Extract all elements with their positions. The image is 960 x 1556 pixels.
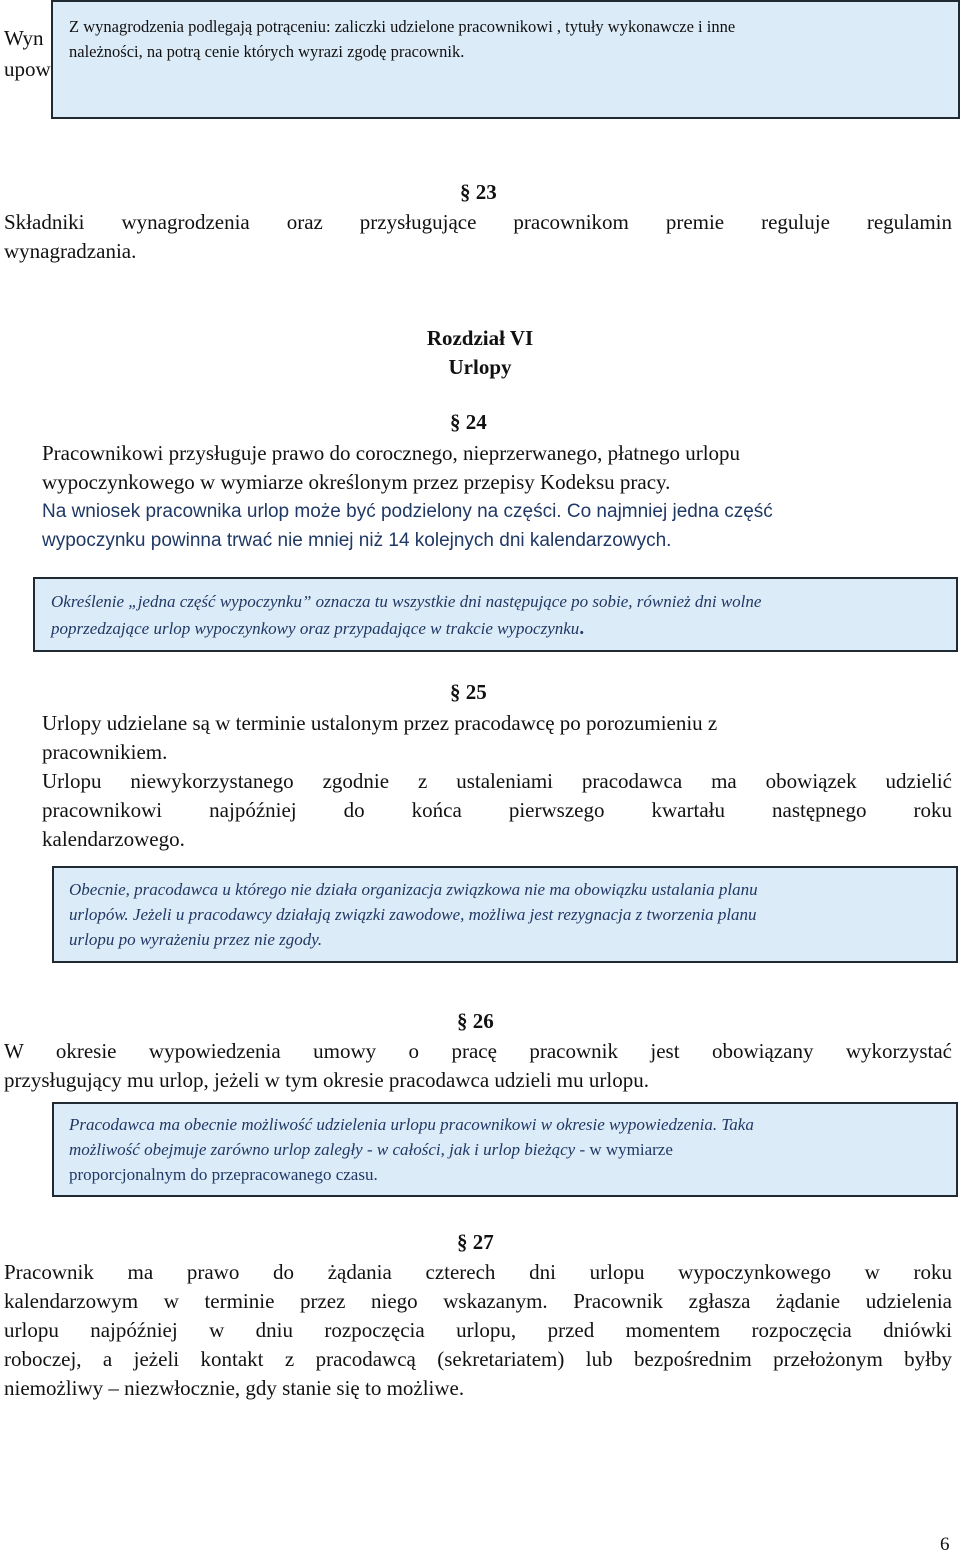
- section-25-line-5: kalendarzowego.: [42, 827, 185, 851]
- section-number: 23: [475, 180, 497, 204]
- section-24-body: [42, 439, 942, 555]
- note-vacation-plan-line-1: Obecnie, pracodawca u którego nie działa organizacja związkowa nie ma obowiązku ustalania planu: [69, 880, 758, 899]
- section-27-line-5: niemożliwy – niezwłocznie, gdy stanie się to możliwe.: [4, 1376, 465, 1400]
- note-deductions-line-2: należności, na potrą cenie których wyrazi zgodę pracownik.: [69, 42, 465, 61]
- note-notice-period: [52, 1102, 958, 1197]
- section-24-line-3-a: Na wniosek pracownika urlop może być podzielony na części. Co najmniej jedna część: [42, 501, 773, 522]
- chapter-title: Rozdział VI: [426, 326, 534, 350]
- section-number: 24: [465, 410, 487, 434]
- section-23-body: [4, 208, 952, 266]
- note-vacation-plan-line-2: urlopów. Jeżeli u pracodawcy działają związki zawodowe, możliwa jest rezygnacja z tworzenia planu: [69, 905, 757, 924]
- note-vacation-part: [33, 577, 958, 652]
- section-23-heading: [460, 180, 497, 205]
- section-27-body: [4, 1258, 952, 1403]
- section-sign: §: [457, 1230, 468, 1254]
- section-27-line-3: urlopu najpóźniej w dniu rozpoczęcia urlopu, przed momentem rozpoczęcia dniówki: [4, 1318, 952, 1342]
- section-27-line-2: kalendarzowym w terminie przez niego wskazanym. Pracownik zgłasza żądanie udzielenia: [4, 1289, 952, 1313]
- note-deductions: [51, 0, 960, 119]
- hidden-text-line-1: Wyn: [4, 26, 44, 50]
- section-24-line-4: wypoczynku powinna trwać nie mniej niż 14 kolejnych dni kalendarzowych.: [42, 530, 672, 551]
- section-number: 25: [465, 680, 487, 704]
- page-number: 6: [940, 1534, 950, 1555]
- note-notice-period-line-3: proporcjonalnym do przepracowanego czasu.: [69, 1165, 378, 1184]
- section-25-heading: [450, 680, 487, 705]
- section-26-line-1: W okresie wypowiedzenia umowy o pracę pracownik jest obowiązany wykorzystać: [4, 1039, 952, 1063]
- section-25-line-3: Urlopu niewykorzystanego zgodnie z ustaleniami pracodawca ma obowiązek udzielić: [42, 769, 952, 793]
- section-24-heading: [450, 410, 487, 435]
- section-sign: §: [450, 680, 461, 704]
- note-vacation-plan: [52, 866, 958, 963]
- section-26-heading: [457, 1009, 494, 1034]
- note-vacation-plan-line-3: urlopu po wyrażeniu przez nie zgody.: [69, 930, 323, 949]
- note-notice-period-line-2: możliwość obejmuje zarówno urlop zaległy - w całości, jak i urlop bieżący - w wymiarze: [69, 1140, 673, 1159]
- section-25-line-2: pracownikiem.: [42, 740, 168, 764]
- section-26-body: [4, 1037, 952, 1095]
- note-vacation-part-line-1: Określenie „jedna część wypoczynku” oznacza tu wszystkie dni następujące po sobie, również dni wolne: [51, 592, 762, 611]
- chapter-subtitle: Urlopy: [448, 355, 512, 379]
- section-25-line-1: Urlopy udzielane są w terminie ustalonym przez pracodawcę po porozumieniu z: [42, 711, 718, 735]
- section-sign: §: [460, 180, 471, 204]
- section-24-line-2: wypoczynkowego w wymiarze określonym przez przepisy Kodeksu pracy.: [42, 470, 671, 494]
- section-number: 27: [472, 1230, 494, 1254]
- section-sign: §: [450, 410, 461, 434]
- section-24-line-1: Pracownikowi przysługuje prawo do corocznego, nieprzerwanego, płatnego urlopu: [42, 441, 741, 465]
- section-23-line-2: wynagradzania.: [4, 239, 137, 263]
- section-27-line-4: roboczej, a jeżeli kontakt z pracodawcą (sekretariatem) lub bezpośrednim przełożonym byłby: [4, 1347, 952, 1371]
- section-number: 26: [472, 1009, 494, 1033]
- section-26-line-2: przysługujący mu urlop, jeżeli w tym okresie pracodawca udzieli mu urlopu.: [4, 1068, 649, 1092]
- section-27-heading: [457, 1230, 494, 1255]
- hidden-text-line-2: upow: [4, 57, 51, 81]
- section-27-line-1: Pracownik ma prawo do żądania czterech dni urlopu wypoczynkowego w roku: [4, 1260, 952, 1284]
- section-23-line-1: Składniki wynagrodzenia oraz przysługujące pracownikom premie reguluje regulamin: [4, 210, 952, 234]
- note-deductions-line-1: Z wynagrodzenia podlegają potrąceniu: zaliczki udzielone pracownikowi , tytuły wykonawcze i inne: [69, 17, 736, 36]
- note-vacation-part-line-2: poprzedzające urlop wypoczynkowy oraz przypadające w trakcie wypoczynku.: [51, 618, 585, 639]
- note-notice-period-line-1: Pracodawca ma obecnie możliwość udzielenia urlopu pracownikowi w okresie wypowiedzenia. Taka: [69, 1115, 754, 1134]
- section-sign: §: [457, 1009, 468, 1033]
- section-25-body: [42, 709, 952, 854]
- section-25-line-4: pracownikowi najpóźniej do końca pierwszego kwartału następnego roku: [42, 798, 952, 822]
